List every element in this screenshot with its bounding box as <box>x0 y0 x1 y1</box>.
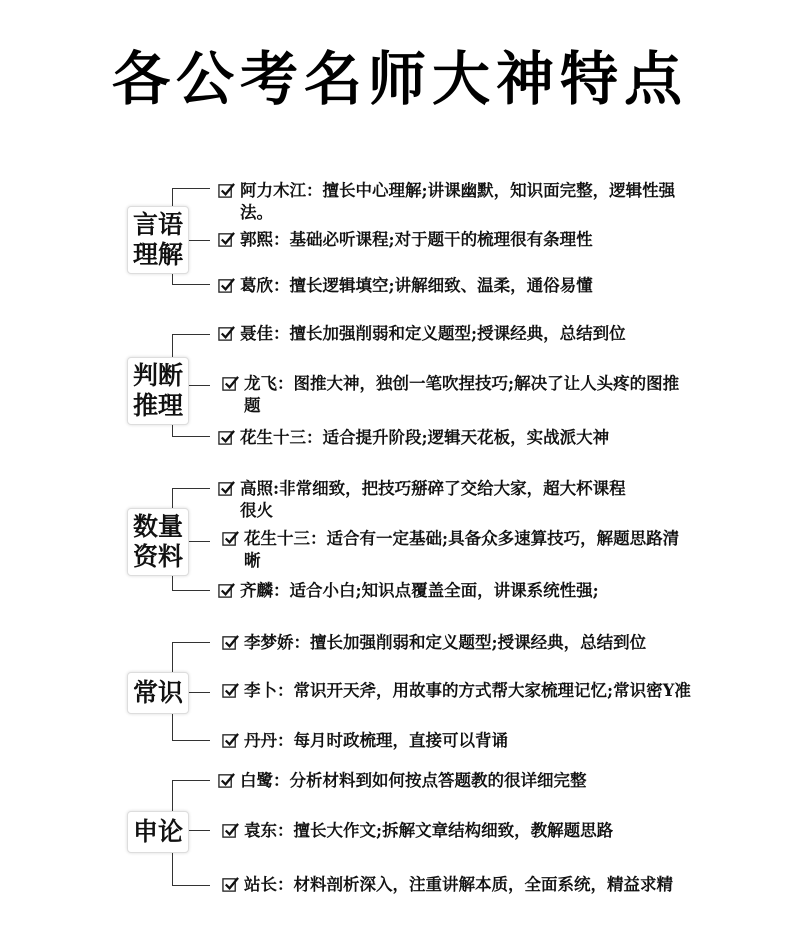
checkbox-checked-icon <box>222 373 244 417</box>
bracket-line <box>172 436 210 437</box>
bracket-line <box>172 188 210 189</box>
teacher-item: 花生十三：适合有一定基础;具备众多速算技巧，解题思路清晰 <box>222 528 692 572</box>
category-label: 常识 <box>127 672 189 714</box>
teacher-item: 站长：材料剖析深入，注重讲解本质，全面系统，精益求精 <box>222 874 692 899</box>
bracket-line <box>172 488 210 489</box>
checkbox-checked-icon <box>218 580 240 605</box>
checkbox-checked-icon <box>222 528 244 572</box>
checkbox-checked-icon <box>222 874 244 899</box>
teacher-item: 花生十三：适合提升阶段;逻辑天花板，实战派大神 <box>218 427 698 452</box>
checkbox-checked-icon <box>218 478 240 522</box>
bracket-line <box>172 740 210 741</box>
checkbox-checked-icon <box>218 427 240 452</box>
teacher-item: 郭熙：基础必听课程;对于题干的梳理很有条理性 <box>218 229 698 254</box>
teacher-item: 葛欣：擅长逻辑填空;讲解细致、温柔，通俗易懂 <box>218 275 698 300</box>
bracket-line <box>187 830 210 831</box>
bracket-line <box>172 642 210 643</box>
checkbox-checked-icon <box>222 820 244 845</box>
bracket-line <box>172 885 210 886</box>
bracket-line <box>172 334 210 335</box>
teacher-item: 阿力木江：擅长中心理解;讲课幽默，知识面完整，逻辑性强法。 <box>218 180 698 224</box>
teacher-item: 高照:非常细致，把技巧掰碎了交给大家，超大杯课程很火 <box>218 478 638 522</box>
bracket-line <box>187 692 210 693</box>
checkbox-checked-icon <box>222 632 244 657</box>
bracket-line <box>187 541 210 542</box>
category-label: 数量 资料 <box>127 508 189 576</box>
teacher-item: 李梦娇：擅长加强削弱和定义题型;授课经典，总结到位 <box>222 632 702 657</box>
teacher-item: 袁东：擅长大作文;拆解文章结构细致，教解题思路 <box>222 820 702 845</box>
checkbox-checked-icon <box>218 770 240 795</box>
checkbox-checked-icon <box>218 275 240 300</box>
checkbox-checked-icon <box>218 180 240 224</box>
checkbox-checked-icon <box>222 730 244 755</box>
teacher-item: 齐麟：适合小白;知识点覆盖全面，讲课系统性强; <box>218 580 698 605</box>
checkbox-checked-icon <box>218 229 240 254</box>
bracket-line <box>187 240 210 241</box>
category-label: 言语 理解 <box>127 206 189 274</box>
page-title: 各公考名师大神特点 <box>111 45 688 113</box>
teacher-item: 白鹭：分析材料到如何按点答题教的很详细完整 <box>218 770 698 795</box>
checkbox-checked-icon <box>218 323 240 348</box>
bracket-line <box>187 385 210 386</box>
checkbox-checked-icon <box>222 680 244 705</box>
teacher-item: 李卜：常识开天斧，用故事的方式帮大家梳理记忆;常识密Y准 <box>222 680 692 705</box>
teacher-item: 聂佳：擅长加强削弱和定义题型;授课经典，总结到位 <box>218 323 698 348</box>
teacher-item: 丹丹：每月时政梳理，直接可以背诵 <box>222 730 702 755</box>
bracket-line <box>172 284 210 285</box>
bracket-line <box>172 590 210 591</box>
category-label: 判断 推理 <box>127 357 189 425</box>
bracket-line <box>172 780 210 781</box>
teacher-item: 龙飞：图推大神，独创一笔吹捏技巧;解决了让人头疼的图推题 <box>222 373 692 417</box>
category-label: 申论 <box>127 811 189 853</box>
